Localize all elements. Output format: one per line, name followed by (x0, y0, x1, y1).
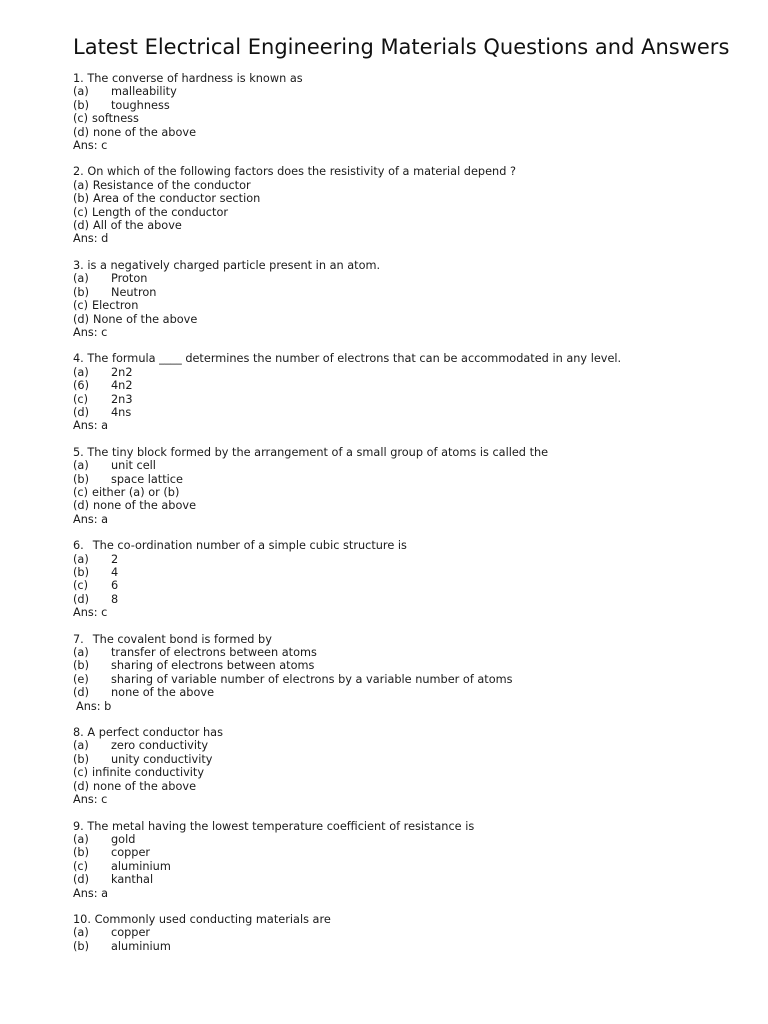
option-label: (b) (73, 285, 89, 299)
answer-option (73, 486, 733, 499)
question-number: 2. (73, 165, 84, 179)
answer-option (73, 272, 733, 285)
question-text: The covalent bond is formed by (92, 632, 272, 646)
option-text: none of the above (111, 686, 215, 700)
option-text: sharing of electrons between atoms (111, 659, 315, 673)
option-text: 6 (111, 579, 119, 593)
option-text: Length of the conductor (92, 205, 229, 219)
option-label: (c) (73, 392, 89, 406)
option-text: aluminium (111, 939, 171, 953)
question-number: 10. (73, 912, 91, 926)
answer-option (73, 112, 733, 125)
question-text-line (73, 259, 733, 272)
option-label: (b) (73, 752, 89, 766)
option-label: (c) (73, 579, 89, 593)
option-text: 4 (111, 566, 119, 579)
answer-option (73, 833, 733, 846)
option-label: (d) (73, 125, 89, 139)
answer-option (73, 753, 733, 766)
answer-option (73, 379, 733, 392)
option-label: (c) (73, 205, 89, 219)
answer-option (73, 846, 733, 859)
option-label: (b) (73, 472, 89, 486)
answer-option (73, 286, 733, 299)
question-text: The converse of hardness is known as (87, 72, 303, 85)
question-text-line (73, 820, 733, 833)
answer-key: Ans: a (73, 886, 109, 900)
option-label: (a) (73, 646, 89, 660)
option-label: (a) (73, 739, 89, 753)
question-item (73, 446, 733, 526)
question-text-line (73, 72, 733, 85)
option-label: (c) (73, 859, 89, 873)
question-number: 5. (73, 445, 84, 459)
option-text: 8 (111, 592, 119, 606)
answer-option (73, 553, 733, 566)
question-item (73, 633, 733, 713)
answer-option (73, 85, 733, 98)
option-text: zero conductivity (111, 739, 209, 753)
option-text: None of the above (93, 312, 198, 326)
question-list (73, 72, 733, 953)
option-text: Area of the conductor section (93, 192, 261, 206)
answer-key: Ans: c (73, 606, 108, 620)
answer-option (73, 646, 733, 659)
option-label: (a) (73, 926, 89, 940)
question-text: The co-ordination number of a simple cubic structure is (92, 539, 407, 553)
question-item (73, 820, 733, 900)
option-text: gold (111, 832, 136, 846)
option-text: Proton (111, 272, 148, 286)
answer-option (73, 459, 733, 472)
option-label: (c) (73, 766, 89, 780)
question-item (73, 165, 733, 245)
option-label: (d) (73, 779, 89, 793)
option-label: (d) (73, 219, 89, 233)
answer-key: Ans: c (73, 325, 108, 339)
answer-option (73, 192, 733, 205)
option-label: (a) (73, 85, 89, 99)
option-label: (a) (73, 178, 89, 192)
answer-key: Ans: a (73, 512, 109, 526)
question-number: 6. (73, 539, 84, 553)
option-label: (b) (73, 659, 89, 673)
option-text: none of the above (93, 499, 197, 513)
question-text: Commonly used conducting materials are (94, 912, 331, 926)
question-text-line (73, 165, 733, 178)
option-text: Electron (92, 299, 139, 313)
question-item (73, 726, 733, 806)
question-item (73, 913, 733, 953)
answer-option (73, 473, 733, 486)
answer-option (73, 593, 733, 606)
option-label: (b) (73, 846, 89, 860)
answer-key: Ans: c (73, 139, 108, 153)
option-text: softness (92, 112, 139, 126)
answer-option (73, 219, 733, 232)
option-text: infinite conductivity (92, 766, 205, 780)
answer-option (73, 686, 733, 699)
option-label: (a) (73, 832, 89, 846)
option-label: (b) (73, 192, 89, 206)
answer-option (73, 299, 733, 312)
question-text-line (73, 913, 733, 926)
answer-key: Ans: a (73, 419, 109, 433)
question-item (73, 259, 733, 339)
option-label: (a) (73, 552, 89, 566)
question-text: The metal having the lowest temperature coefficient of resistance is (87, 819, 475, 833)
answer-key: Ans: b (76, 699, 112, 713)
option-text: 4ns (111, 405, 132, 419)
question-text: On which of the following factors does the resistivity of a material depend ? (87, 165, 516, 179)
question-number: 3. (73, 258, 84, 272)
option-text: none of the above (93, 125, 197, 139)
question-item (73, 539, 733, 619)
question-item (73, 72, 733, 152)
option-text: copper (111, 846, 151, 860)
option-text: 2n2 (111, 365, 133, 379)
question-text: is a negatively charged particle present in an atom. (87, 258, 381, 272)
answer-option (73, 739, 733, 752)
option-text: aluminium (111, 859, 171, 873)
answer-option (73, 940, 733, 953)
answer-option (73, 99, 733, 112)
option-text: 2 (111, 552, 119, 566)
question-text-line (73, 726, 733, 739)
answer-option (73, 406, 733, 419)
answer-option (73, 566, 733, 579)
option-label: (b) (73, 98, 89, 112)
answer-option (73, 926, 733, 939)
answer-option (73, 659, 733, 672)
option-label: (d) (73, 312, 89, 326)
option-label: (b) (73, 939, 89, 953)
option-text: unit cell (111, 459, 156, 473)
answer-option (73, 393, 733, 406)
option-label: (a) (73, 365, 89, 379)
question-number: 1. (73, 72, 84, 85)
answer-option (73, 206, 733, 219)
document-page (73, 34, 733, 966)
option-label: (d) (73, 592, 89, 606)
question-item (73, 352, 733, 432)
answer-option (73, 499, 733, 512)
option-text: Neutron (111, 285, 157, 299)
question-text-line (73, 352, 733, 365)
answer-option (73, 126, 733, 139)
option-label: (6) (73, 379, 90, 393)
option-text: 4n2 (111, 379, 133, 393)
option-label: (d) (73, 499, 89, 513)
answer-option (73, 313, 733, 326)
question-number: 8. (73, 726, 84, 740)
question-text: The tiny block formed by the arrangement of a small group of atoms is called the (87, 445, 549, 459)
option-text: All of the above (93, 219, 182, 233)
option-text: kanthal (111, 873, 154, 887)
option-text: unity conductivity (111, 752, 213, 766)
option-label: (c) (73, 112, 89, 126)
question-text-line (73, 539, 733, 552)
option-label: (a) (73, 272, 89, 286)
option-text: copper (111, 926, 151, 940)
option-label: (c) (73, 485, 89, 499)
question-number: 4. (73, 352, 84, 366)
answer-option (73, 860, 733, 873)
option-text: malleability (111, 85, 177, 99)
answer-option (73, 179, 733, 192)
option-text: Resistance of the conductor (92, 178, 251, 192)
answer-option (73, 579, 733, 592)
option-text: sharing of variable number of electrons by a variable number of atoms (111, 672, 513, 686)
option-text: 2n3 (111, 392, 133, 406)
option-label: (d) (73, 686, 89, 700)
question-text: The formula ____ determines the number of electrons that can be accommodated in any level. (87, 352, 622, 366)
option-text: transfer of electrons between atoms (111, 646, 317, 660)
option-label: (d) (73, 405, 89, 419)
option-label: (c) (73, 299, 89, 313)
option-text: none of the above (93, 779, 197, 793)
question-number: 9. (73, 819, 84, 833)
answer-option (73, 366, 733, 379)
question-text-line (73, 633, 733, 646)
question-text: A perfect conductor has (87, 726, 223, 740)
answer-key: Ans: d (73, 232, 109, 246)
answer-key: Ans: c (73, 793, 108, 807)
option-label: (a) (73, 459, 89, 473)
answer-option (73, 780, 733, 793)
option-text: either (a) or (b) (92, 485, 180, 499)
option-text: space lattice (111, 472, 183, 486)
option-text: toughness (111, 98, 170, 112)
option-label: (b) (73, 566, 89, 579)
option-label: (d) (73, 873, 89, 887)
document-title: Latest Electrical Engineering Materials Questions and Answers (73, 35, 730, 59)
answer-option (73, 873, 733, 886)
answer-option (73, 673, 733, 686)
answer-option (73, 766, 733, 779)
question-number: 7. (73, 632, 84, 646)
question-text-line (73, 446, 733, 459)
option-label: (e) (73, 672, 89, 686)
